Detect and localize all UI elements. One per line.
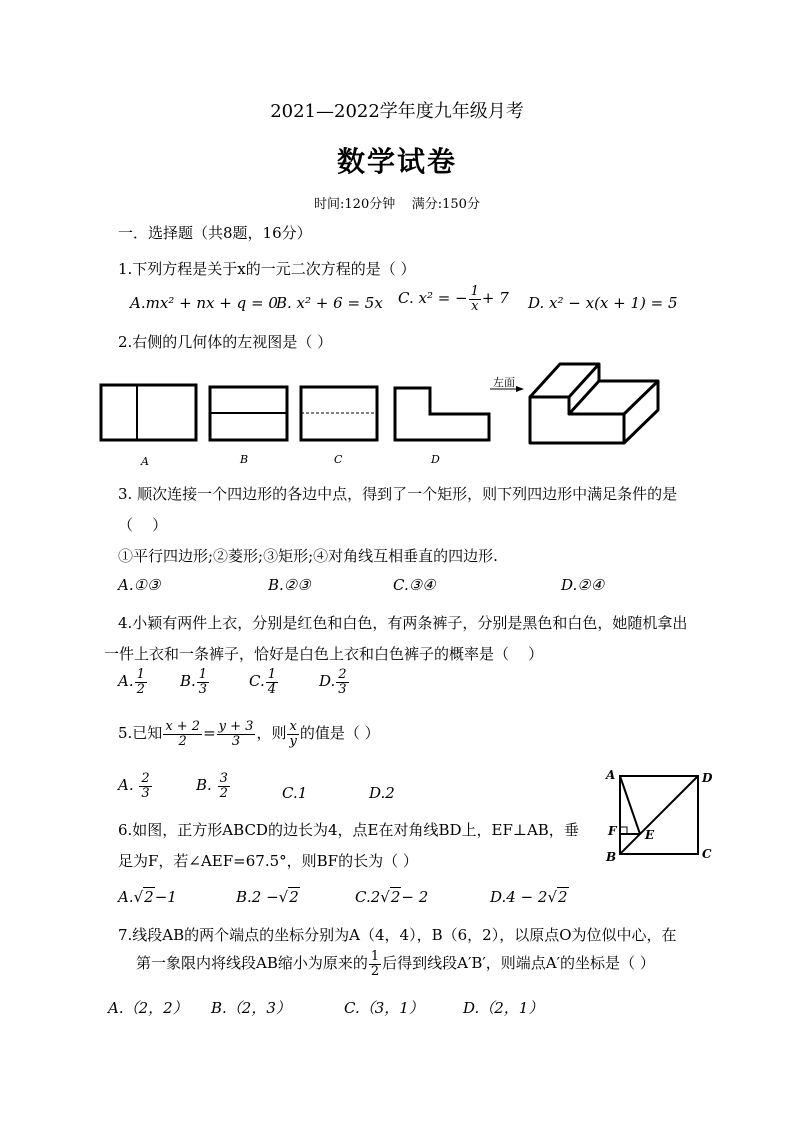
q2-view-a-frame <box>101 385 196 440</box>
q4-b-den: 3 <box>198 681 208 697</box>
exam-subtitle: 2021—2022学年度九年级月考 <box>270 101 524 122</box>
q2-stem: 2.右侧的几何体的左视图是（ ） <box>118 333 333 351</box>
q1-c-pre: C. x² = − <box>398 289 468 308</box>
q6-square-figure <box>0 0 1 1</box>
q6-label-c: C <box>702 847 712 861</box>
q6-c-radicand: 2 <box>390 888 401 906</box>
q6-label-b: B <box>606 850 617 864</box>
q4-option-b <box>180 668 210 696</box>
q4-d-letter: D. <box>319 672 336 691</box>
q4-stem-line1: 4.小颖有两件上衣，分别是红色和白色，有两条裤子，分别是黑色和白色，她随机拿出 <box>118 614 688 632</box>
q6-option-d: D.4 − 2√2 <box>490 888 568 906</box>
q3-option-a: A.①③ <box>118 576 161 594</box>
q1-c-num: 1 <box>470 284 479 299</box>
q4-option-a <box>118 668 148 696</box>
q6-d-pre: D.4 − 2 <box>490 888 548 906</box>
q1-option-d: D. x² − x(x + 1) = 5 <box>528 294 678 312</box>
q6-b-radicand: 2 <box>289 888 299 906</box>
q4-c-num: 1 <box>267 667 276 682</box>
q1-option-a: A.mx² + nx + q = 0 <box>130 294 278 312</box>
q6-option-b: B.2 −√2 <box>236 888 299 906</box>
q2-label-a: A <box>141 455 149 468</box>
q6-a-radicand: 2 <box>144 888 154 906</box>
q4-a-num: 1 <box>136 667 145 682</box>
q6-stem-line2: 足为F，若∠AEF=67.5°，则BF的长为（ ） <box>118 852 418 870</box>
q6-a-pre: A. <box>118 888 134 906</box>
q5-f1-den: 2 <box>178 733 187 749</box>
q6-c-post: − 2 <box>401 888 429 906</box>
q3-stem: 3. 顺次连接一个四边形的各边中点，得到了一个矩形，则下列四边形中满足条件的是 <box>118 485 678 503</box>
q5-eq: = <box>203 724 216 743</box>
q1-stem: 1.下列方程是关于x的一元二次方程的是（ ） <box>118 260 416 278</box>
q7-option-d: D.（2，1） <box>463 999 544 1017</box>
q6-b-pre: B.2 − <box>236 888 279 906</box>
q3-option-b: B.②③ <box>268 576 311 594</box>
q4-d-num: 2 <box>338 667 347 682</box>
q6-label-f: F <box>608 824 617 838</box>
q6-stem-line1: 6.如图，正方形ABCD的边长为4，点E在对角线BD上，EF⊥AB，垂 <box>118 821 579 839</box>
q4-option-c <box>249 668 279 696</box>
q5-b-den: 2 <box>219 785 228 801</box>
q4-option-d <box>319 668 350 696</box>
q5-f3-num: x <box>287 720 298 735</box>
q5-post: 的值是（ ） <box>299 724 380 743</box>
q3-items: ①平行四边形;②菱形;③矩形;④对角线互相垂直的四边形. <box>118 547 498 565</box>
q6-label-e: E <box>645 828 655 842</box>
q7-option-a: A.（2，2） <box>108 999 188 1017</box>
q7-stem-line2 <box>136 950 655 978</box>
q6-a-post: −1 <box>154 888 177 906</box>
q5-option-c: C.1 <box>282 784 308 802</box>
q7-frac-den: 2 <box>370 963 380 979</box>
q5-f2-den: 3 <box>231 733 241 749</box>
q6-diagonal-bd <box>620 776 698 854</box>
q5-option-d: D.2 <box>369 784 395 802</box>
q7-option-b: B.（2，3） <box>211 999 291 1017</box>
q3-paren: （ ） <box>118 516 168 534</box>
q5-mid: ，则 <box>256 724 287 743</box>
q2-label-b: B <box>240 453 249 466</box>
q5-stem <box>118 720 380 748</box>
q5-b-letter: B. <box>196 776 212 795</box>
q6-segment-ae <box>620 776 640 834</box>
q5-option-b <box>196 772 231 800</box>
q4-a-den: 2 <box>136 681 145 697</box>
q6-d-radicand: 2 <box>558 888 568 906</box>
q7-stem-line1: 7.线段AB的两个端点的坐标分别为A（4，4），B（6，2），以原点O为位似中心，在 <box>118 926 677 944</box>
q2-arrow-label: 左面 <box>493 376 515 389</box>
q2-solid-right-face <box>624 381 658 443</box>
q7-stem2-pre: 第一象限内将线段AB缩小为原来的 <box>136 954 368 973</box>
q4-d-den: 3 <box>338 681 347 697</box>
q1-option-c <box>398 285 509 313</box>
q4-c-den: 4 <box>267 681 276 697</box>
q6-right-angle-mark <box>620 827 627 834</box>
q3-option-d: D.②④ <box>561 576 605 594</box>
q6-label-a: A <box>606 768 616 782</box>
exam-title: 数学试卷 <box>336 145 457 178</box>
q4-c-letter: C. <box>249 672 265 691</box>
q5-f1-num: x + 2 <box>165 719 201 734</box>
q1-option-b: B. x² + 6 = 5x <box>276 294 383 312</box>
q4-b-letter: B. <box>180 672 196 691</box>
q5-b-num: 3 <box>219 771 228 786</box>
q5-pre: 5.已知 <box>118 724 163 743</box>
q3-option-c: C.③④ <box>393 576 436 594</box>
q5-option-a <box>118 772 153 800</box>
q5-a-den: 3 <box>141 785 150 801</box>
q5-f2-num: y + 3 <box>218 719 254 734</box>
q2-arrow-head <box>516 386 524 392</box>
q4-a-letter: A. <box>118 672 134 691</box>
q2-label-c: C <box>334 453 343 466</box>
q7-frac-num: 1 <box>370 949 380 964</box>
q2-label-d: D <box>431 453 440 466</box>
q6-label-d: D <box>702 771 713 785</box>
exam-meta: 时间:120分钟 满分:150分 <box>314 197 480 212</box>
q2-solid-step-top <box>569 381 658 414</box>
q4-b-num: 1 <box>198 667 208 682</box>
q7-option-c: C.（3，1） <box>344 999 424 1017</box>
q4-stem-line2: 一件上衣和一条裤子，恰好是白色上衣和白色裤子的概率是（ ） <box>104 645 544 663</box>
q7-stem2-post: 后得到线段A′B′，则端点A′的坐标是（ ） <box>382 954 655 973</box>
q5-f3-den: y <box>289 733 297 749</box>
q5-a-letter: A. <box>118 776 134 795</box>
q5-a-num: 2 <box>141 771 150 786</box>
q6-option-c: C.2√2− 2 <box>355 888 429 906</box>
q1-c-post: + 7 <box>481 289 509 308</box>
section-heading: 一．选择题（共8题，16分） <box>118 224 312 242</box>
q1-c-den: x <box>471 298 479 314</box>
q6-option-a: A.√2−1 <box>118 888 177 906</box>
q2-view-d-outline <box>395 388 489 440</box>
q6-c-pre: C.2 <box>355 888 381 906</box>
